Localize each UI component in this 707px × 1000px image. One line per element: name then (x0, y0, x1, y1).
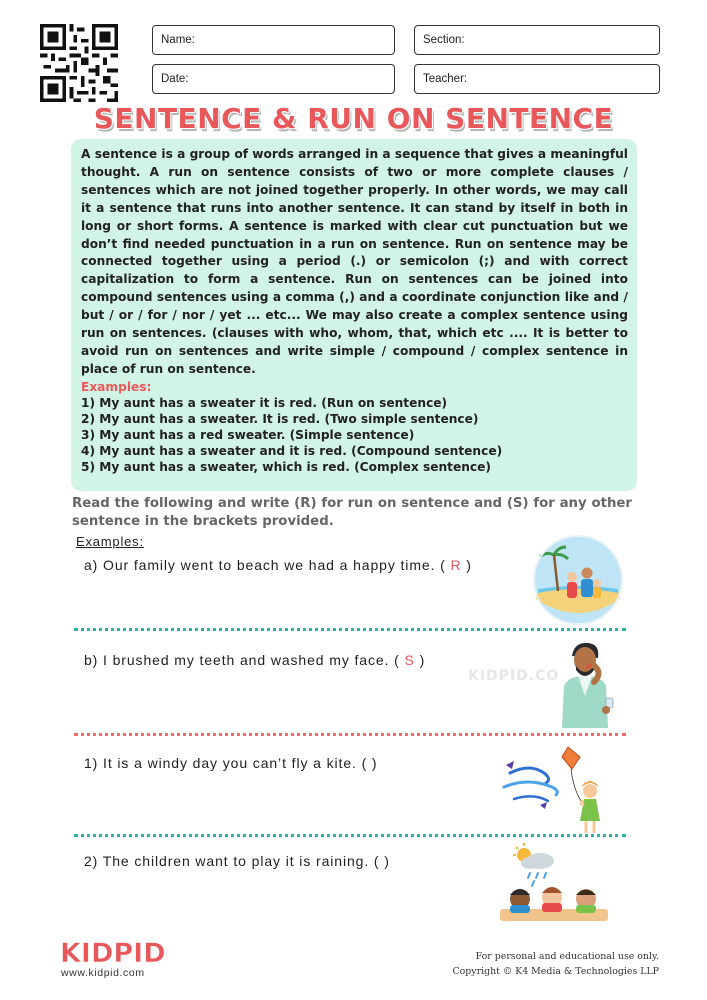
example-item: 4) My aunt has a sweater and it is red. (Compound sentence) (81, 444, 503, 459)
examples-label: Examples: (76, 534, 144, 549)
bracket-close: ) (461, 557, 472, 573)
name-label: Name: (161, 34, 195, 46)
date-label: Date: (161, 73, 189, 85)
divider-teal (74, 628, 626, 631)
watermark: KIDPID.CO (468, 668, 560, 684)
info-box (71, 139, 637, 491)
examples-heading: Examples: (81, 379, 152, 394)
children-rain-illustration (494, 843, 614, 923)
example-item: 2) My aunt has a sweater. It is red. (Two simple sentence) (81, 412, 479, 427)
footer-usage-note: For personal and educational use only. (475, 951, 659, 962)
logo-text: KIDPID (60, 938, 166, 966)
footer-copyright: Copyright © K4 Media & Technologies LLP (452, 966, 659, 977)
question-a (84, 557, 472, 573)
date-field[interactable] (152, 64, 395, 94)
example-item: 1) My aunt has a sweater it is red. (Run on sentence) (81, 396, 448, 411)
beach-family-illustration (532, 535, 624, 625)
bracket-close: ) (414, 652, 426, 668)
qr-code (40, 24, 118, 102)
teacher-field[interactable] (414, 64, 660, 94)
page-title: SENTENCE & RUN ON SENTENCE (93, 102, 614, 135)
answer-mark: S (404, 652, 415, 668)
name-field[interactable] (152, 25, 395, 55)
question-b (84, 652, 425, 668)
question-1[interactable] (84, 755, 378, 771)
answer-mark: R (450, 557, 462, 573)
section-label: Section: (423, 34, 465, 46)
windy-kite-illustration (500, 743, 612, 835)
question-text: 2) The children want to play it is raining. ( ) (84, 853, 390, 869)
question-text: a) Our family went to beach we had a happy time. ( (84, 557, 451, 573)
site-url[interactable]: www.kidpid.com (61, 967, 145, 979)
question-2[interactable] (84, 853, 390, 869)
teacher-label: Teacher: (423, 73, 468, 85)
info-paragraph: A sentence is a group of words arranged in a sequence that gives a meaningful thought. A run on sentence consists of two or more complete clauses / sentences which are not joined together properly. In other words, we may call it a sentence that runs into another sentence. It can stand by itself in both in long or short forms. A sentence is marked with clear cut punctuation but we don’t find needed punctuation in a run on sentence. Run on sentence may be connected together using a period (.) or semicolon (;) and with correct capitalization to form a sentence. Run on sentences can be joined into compound sentences using a comma (,) and a coordinate conjunction like and / but / or / for / nor / yet ... etc... We may also create a complex sentence using run on sentences. (clauses with who, whom, that, which etc .... It is better to avoid run on sentences and write simple / compound / complex sentence in place of run on sentence. (81, 147, 628, 376)
section-field[interactable] (414, 25, 660, 55)
instruction-text: Read the following and write (R) for run on sentence and (S) for any other sentence in the brackets provided. (72, 496, 632, 529)
example-item: 5) My aunt has a sweater, which is red. (Complex sentence) (81, 460, 491, 475)
divider-red (74, 733, 626, 736)
man-brushing-teeth-illustration (548, 638, 620, 730)
question-text: b) I brushed my teeth and washed my face. ( (84, 652, 405, 668)
kidpid-logo (60, 936, 170, 966)
question-text: 1) It is a windy day you can’t fly a kite. ( ) (84, 755, 378, 771)
example-item: 3) My aunt has a red sweater. (Simple sentence) (81, 428, 415, 443)
